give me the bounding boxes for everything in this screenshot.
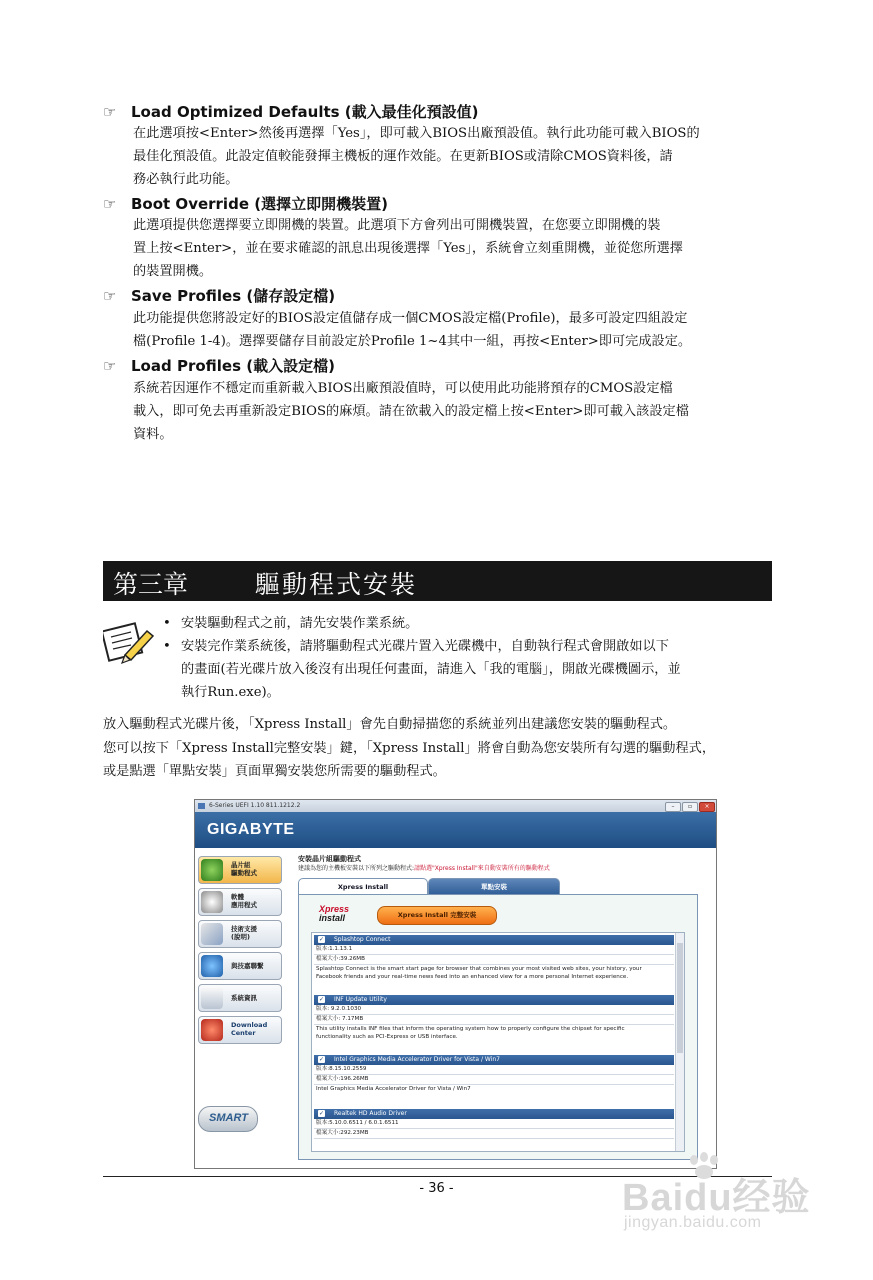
body-line: 此功能提供您將設定好的BIOS設定值儲存成一個CMOS設定檔(Profile)，最多可設定四組設定 bbox=[133, 311, 688, 326]
logo-text: Xpress bbox=[319, 904, 350, 914]
paragraph-line: 放入驅動程式光碟片後，「Xpress Install」會先自動掃描您的系統並列出建議您安裝的驅動程式。 bbox=[103, 717, 677, 732]
subheading-text: 建議為您的主機板安裝以下所列之驅動程式: bbox=[298, 865, 415, 872]
driver-description: Facebook friends and your real-time news feed into an enhanced view for a more personal Internet experience. bbox=[316, 974, 629, 980]
note-item: • 安裝驅動程式之前，請先安裝作業系統。 bbox=[163, 612, 773, 635]
driver-description: Splashtop Connect is the smart start page for browser that combines your most visited web sites, your history, your bbox=[316, 966, 642, 972]
baidu-watermark bbox=[622, 1158, 842, 1248]
section-title: Load Profiles (載入設定檔) bbox=[131, 357, 335, 375]
tab-single-install[interactable]: 單點安裝 bbox=[428, 878, 560, 895]
sidebar-label: Center bbox=[231, 1029, 256, 1037]
driver-size: 檔案大小:196.26MB bbox=[314, 1075, 674, 1085]
driver-version: 版本: 9.2.0.1030 bbox=[314, 1005, 674, 1015]
section-body bbox=[133, 122, 773, 191]
window-title: 6-Series UEFI 1.10 811.1212.2 bbox=[209, 802, 301, 809]
section-heading bbox=[103, 285, 335, 306]
body-line: 的裝置開機。 bbox=[133, 264, 213, 279]
chapter-number: 第三章 bbox=[113, 570, 189, 599]
subheading-hint: 請點選"Xpress Install"來自動安裝所有的驅動程式 bbox=[414, 865, 550, 872]
body-line: 此選項提供您選擇要立即開機的裝置。此選項下方會列出可開機裝置，在您要立即開機的裝 bbox=[133, 218, 661, 233]
driver-description: Intel Graphics Media Accelerator Driver for Vista / Win7 bbox=[316, 1086, 471, 1092]
driver-version: 版本:1.1.13.1 bbox=[314, 945, 674, 955]
installer-screenshot bbox=[194, 799, 717, 1169]
maximize-button[interactable]: ▫ bbox=[682, 802, 698, 812]
driver-checkbox[interactable]: ✓ bbox=[318, 1056, 325, 1063]
xpress-install-logo bbox=[319, 905, 367, 923]
driver-item bbox=[314, 1109, 674, 1139]
download-icon bbox=[201, 1019, 223, 1041]
driver-size: 檔案大小:39.26MB bbox=[314, 955, 674, 965]
driver-size: 檔案大小: 7.17MB bbox=[314, 1015, 674, 1025]
driver-size: 檔案大小:292.23MB bbox=[314, 1129, 674, 1139]
sidebar-item-chipset-drivers[interactable] bbox=[198, 856, 282, 884]
driver-name: Realtek HD Audio Driver bbox=[334, 1110, 407, 1117]
note-item: • 安裝完作業系統後，請將驅動程式光碟片置入光碟機中，自動執行程式會開啟如以下 bbox=[163, 635, 773, 658]
close-button[interactable]: × bbox=[699, 802, 715, 812]
sidebar-label: 應用程式 bbox=[231, 901, 257, 909]
sidebar-item-contact[interactable] bbox=[198, 952, 282, 980]
page-number: - 36 - bbox=[419, 1181, 454, 1196]
driver-item bbox=[314, 1055, 674, 1093]
brand-header bbox=[195, 812, 716, 848]
scrollbar-thumb[interactable] bbox=[677, 943, 683, 1053]
sidebar-label: 系統資訊 bbox=[231, 994, 257, 1002]
driver-description: This utility installs INF files that inform the operating system how to properly configure the chipset for specific bbox=[316, 1026, 625, 1032]
window-titlebar bbox=[195, 800, 716, 812]
watermark-url: jingyan.baidu.com bbox=[624, 1214, 762, 1231]
intro-paragraph bbox=[103, 713, 775, 784]
full-install-button[interactable]: Xpress Install 完整安裝 bbox=[377, 906, 497, 925]
driver-version: 版本:8.15.10.2559 bbox=[314, 1065, 674, 1075]
section-title: Boot Override (選擇立即開機裝置) bbox=[131, 195, 388, 213]
body-line: 系統若因運作不穩定而重新載入BIOS出廠預設值時，可以使用此功能將預存的CMOS設定檔 bbox=[133, 381, 673, 396]
globe-icon bbox=[201, 955, 223, 977]
content-heading: 安裝晶片組驅動程式 bbox=[298, 855, 361, 863]
minimize-button[interactable]: – bbox=[665, 802, 681, 812]
sidebar-item-software[interactable] bbox=[198, 888, 282, 916]
gigabyte-logo: GIGABYTE bbox=[207, 821, 295, 838]
note-list bbox=[163, 612, 773, 704]
section-title: Load Optimized Defaults (載入最佳化預設值) bbox=[131, 103, 479, 121]
sidebar-item-download-center[interactable] bbox=[198, 1016, 282, 1044]
main-content bbox=[296, 852, 714, 1168]
driver-checkbox[interactable]: ✓ bbox=[318, 936, 325, 943]
section-heading bbox=[103, 355, 335, 376]
pointing-hand-icon: ☞ bbox=[103, 103, 117, 121]
note-pencil-icon bbox=[103, 617, 155, 667]
sidebar-label: 晶片組 bbox=[231, 861, 251, 869]
chipset-icon bbox=[201, 859, 223, 881]
sidebar-label: (說明) bbox=[231, 933, 250, 941]
body-line: 務必執行此功能。 bbox=[133, 172, 239, 187]
driver-version: 版本:5.10.0.6511 / 6.0.1.6511 bbox=[314, 1119, 674, 1129]
smart-button[interactable] bbox=[198, 1106, 258, 1132]
body-line: 檔(Profile 1-4)。選擇要儲存目前設定於Profile 1~4其中一組，再按<Enter>即可完成設定。 bbox=[133, 334, 692, 349]
section-title: Save Profiles (儲存設定檔) bbox=[131, 287, 336, 305]
app-icon bbox=[198, 803, 205, 809]
install-panel bbox=[298, 894, 698, 1160]
content-subheading bbox=[298, 863, 550, 872]
smart-label: SMART bbox=[209, 1112, 248, 1124]
driver-description: functionality such as PCI-Express or USB interface. bbox=[316, 1034, 458, 1040]
body-line: 置上按<Enter>，並在要求確認的訊息出現後選擇「Yes」，系統會立刻重開機，並從您所選擇 bbox=[133, 241, 683, 256]
section-heading bbox=[103, 193, 388, 214]
body-line: 資料。 bbox=[133, 427, 173, 442]
note-item-continued: 執行Run.exe)。 bbox=[181, 685, 280, 700]
sidebar-label: 技術支援 bbox=[231, 925, 257, 933]
driver-item bbox=[314, 995, 674, 1041]
scrollbar[interactable] bbox=[675, 933, 684, 1151]
pointing-hand-icon: ☞ bbox=[103, 195, 117, 213]
paragraph-line: 您可以按下「Xpress Install完整安裝」鍵，「Xpress Install」將會自動為您安裝所有勾選的驅動程式， bbox=[103, 740, 716, 756]
pointing-hand-icon: ☞ bbox=[103, 357, 117, 375]
note-item-continued: 的畫面(若光碟片放入後沒有出現任何畫面，請進入「我的電腦」，開啟光碟機圖示，並 bbox=[181, 662, 681, 677]
sidebar-item-support[interactable] bbox=[198, 920, 282, 948]
disc-icon bbox=[201, 891, 223, 913]
section-heading bbox=[103, 101, 479, 122]
driver-list[interactable] bbox=[311, 932, 685, 1152]
sidebar-label: 驅動程式 bbox=[231, 869, 257, 877]
tab-xpress-install[interactable]: Xpress Install bbox=[298, 878, 428, 895]
driver-name: Splashtop Connect bbox=[334, 936, 391, 943]
body-line: 載入，即可免去再重新設定BIOS的麻煩。請在欲載入的設定檔上按<Enter>即可載入該設定檔 bbox=[133, 404, 689, 419]
section-body bbox=[133, 214, 773, 283]
watermark-text: Baidu经验 bbox=[622, 1177, 811, 1219]
driver-name: INF Update Utility bbox=[334, 996, 387, 1003]
sidebar-label: 軟體 bbox=[231, 893, 244, 901]
sidebar-label: 與技嘉聯繫 bbox=[231, 962, 264, 970]
chapter-banner bbox=[103, 561, 772, 601]
driver-checkbox[interactable]: ✓ bbox=[318, 996, 325, 1003]
driver-item bbox=[314, 935, 674, 981]
sidebar bbox=[195, 848, 290, 1168]
section-body bbox=[133, 307, 773, 353]
driver-name: Intel Graphics Media Accelerator Driver for Vista / Win7 bbox=[334, 1056, 500, 1063]
tools-icon bbox=[201, 923, 223, 945]
system-info-icon bbox=[201, 987, 223, 1009]
logo-text: install bbox=[319, 913, 346, 923]
section-body bbox=[133, 377, 773, 446]
chapter-title: 驅動程式安裝 bbox=[255, 570, 418, 599]
pointing-hand-icon: ☞ bbox=[103, 287, 117, 305]
paragraph-line: 或是點選「單點安裝」頁面單獨安裝您所需要的驅動程式。 bbox=[103, 764, 446, 779]
body-line: 最佳化預設值。此設定值較能發揮主機板的運作效能。在更新BIOS或清除CMOS資料後，請 bbox=[133, 149, 673, 164]
driver-checkbox[interactable]: ✓ bbox=[318, 1110, 325, 1117]
body-line: 在此選項按<Enter>然後再選擇「Yes」，即可載入BIOS出廠預設值。執行此功能可載入BIOS的 bbox=[133, 126, 700, 141]
sidebar-label: Download bbox=[231, 1021, 268, 1029]
sidebar-item-system-info[interactable] bbox=[198, 984, 282, 1012]
